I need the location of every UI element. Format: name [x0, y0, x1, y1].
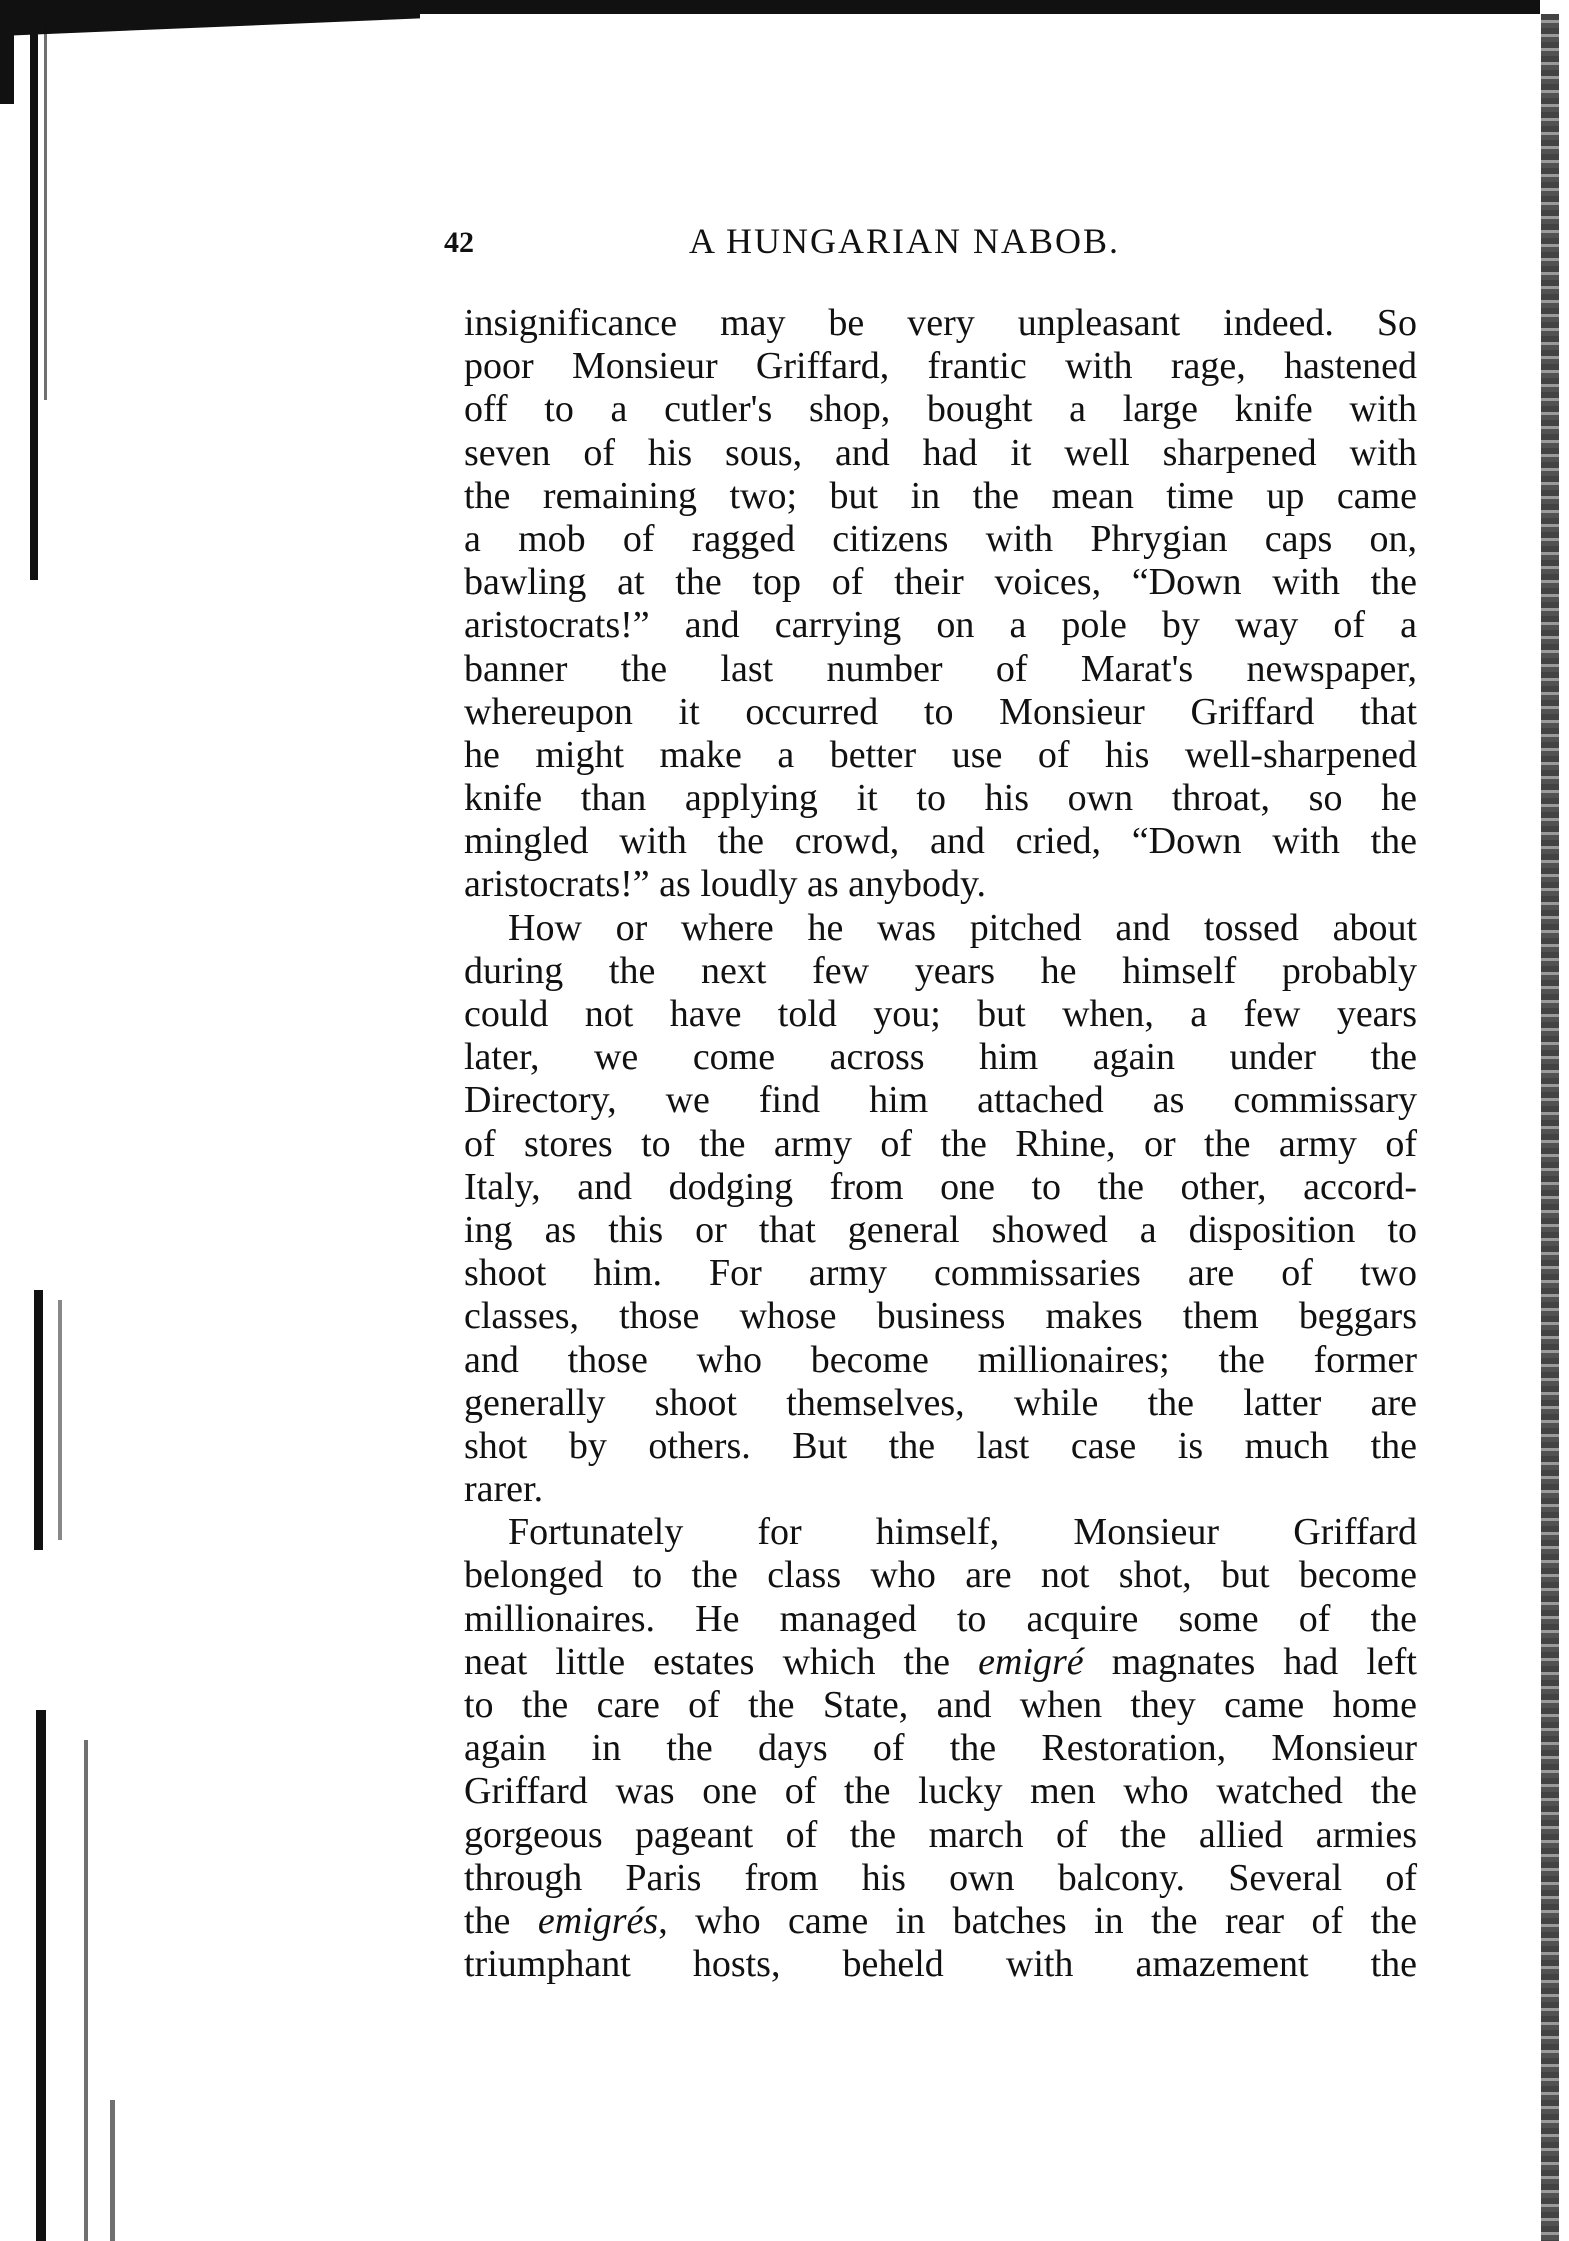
text-line: millionaires. He managed to acquire some of the	[464, 1597, 1417, 1640]
text-line: insignificance may be very unpleasant indeed. So	[464, 302, 1417, 344]
text-line: later, we come across him again under the	[464, 1036, 1417, 1079]
text-line: shoot him. For army commissaries are of two	[464, 1252, 1417, 1295]
text-line: gorgeous pageant of the march of the allied armies	[464, 1813, 1417, 1856]
text-line: Griffard was one of the lucky men who watched the	[464, 1770, 1417, 1813]
scan-left-edge	[44, 20, 47, 400]
text-line: banner the last number of Marat's newspaper,	[464, 647, 1417, 690]
scan-top-border-shadow	[0, 14, 420, 36]
scan-left-edge	[110, 2100, 115, 2241]
text-line: Directory, we find him attached as commissary	[464, 1079, 1417, 1122]
scan-left-edge	[34, 1290, 43, 1550]
text-line: the remaining two; but in the mean time up came	[464, 474, 1417, 517]
page-number: 42	[444, 226, 474, 259]
scan-top-border	[0, 0, 1540, 14]
running-head: A HUNGARIAN NABOB.	[689, 221, 1121, 261]
text-line: Italy, and dodging from one to the other, accord-	[464, 1165, 1417, 1208]
text-line: triumphant hosts, beheld with amazement the	[464, 1943, 1417, 1986]
text-line: How or where he was pitched and tossed about	[508, 906, 1417, 949]
page-header	[444, 220, 1434, 264]
text-line: and those who become millionaires; the former	[464, 1338, 1417, 1381]
text-line: seven of his sous, and had it well sharpened with	[464, 431, 1417, 474]
text-line: off to a cutler's shop, bought a large knife with	[464, 388, 1417, 431]
text-line: neat little estates which the emigré magnates had left	[464, 1640, 1417, 1683]
scan-left-edge	[30, 20, 38, 580]
text-line: classes, those whose business makes them beggars	[464, 1295, 1417, 1338]
text-line: belonged to the class who are not shot, but become	[464, 1554, 1417, 1597]
text-line: a mob of ragged citizens with Phrygian caps on,	[464, 517, 1417, 560]
scan-right-edge	[1541, 14, 1559, 2241]
text-line: aristocrats!” and carrying on a pole by way of a	[464, 604, 1417, 647]
text-line: he might make a better use of his well-sharpened	[464, 733, 1417, 776]
text-line: of stores to the army of the Rhine, or the army of	[464, 1122, 1417, 1165]
text-line: bawling at the top of their voices, “Down with the	[464, 561, 1417, 604]
scan-left-edge	[84, 1740, 88, 2241]
text-line: shot by others. But the last case is much the	[464, 1424, 1417, 1467]
text-line: mingled with the crowd, and cried, “Down with the	[464, 820, 1417, 863]
text-line: rarer.	[464, 1468, 544, 1511]
text-line: aristocrats!” as loudly as anybody.	[464, 863, 986, 906]
text-line: could not have told you; but when, a few years	[464, 993, 1417, 1035]
text-line: through Paris from his own balcony. Several of	[464, 1856, 1417, 1899]
text-line: during the next few years he himself probably	[464, 949, 1417, 992]
scan-left-edge	[0, 14, 14, 104]
scan-left-edge	[36, 1710, 46, 2241]
text-line: ing as this or that general showed a disposition to	[464, 1208, 1417, 1251]
page-body-text	[464, 302, 1417, 1986]
text-line: whereupon it occurred to Monsieur Griffard that	[464, 690, 1417, 733]
text-line: the emigrés, who came in batches in the rear of the	[464, 1899, 1417, 1942]
scan-left-edge	[58, 1300, 62, 1540]
text-line: to the care of the State, and when they came home	[464, 1684, 1417, 1726]
text-line: generally shoot themselves, while the latter are	[464, 1381, 1417, 1424]
text-line: Fortunately for himself, Monsieur Griffard	[508, 1511, 1417, 1554]
text-line: knife than applying it to his own throat, so he	[464, 777, 1417, 820]
text-line: again in the days of the Restoration, Monsieur	[464, 1727, 1417, 1770]
text-line: poor Monsieur Griffard, frantic with rage, hastened	[464, 345, 1417, 388]
